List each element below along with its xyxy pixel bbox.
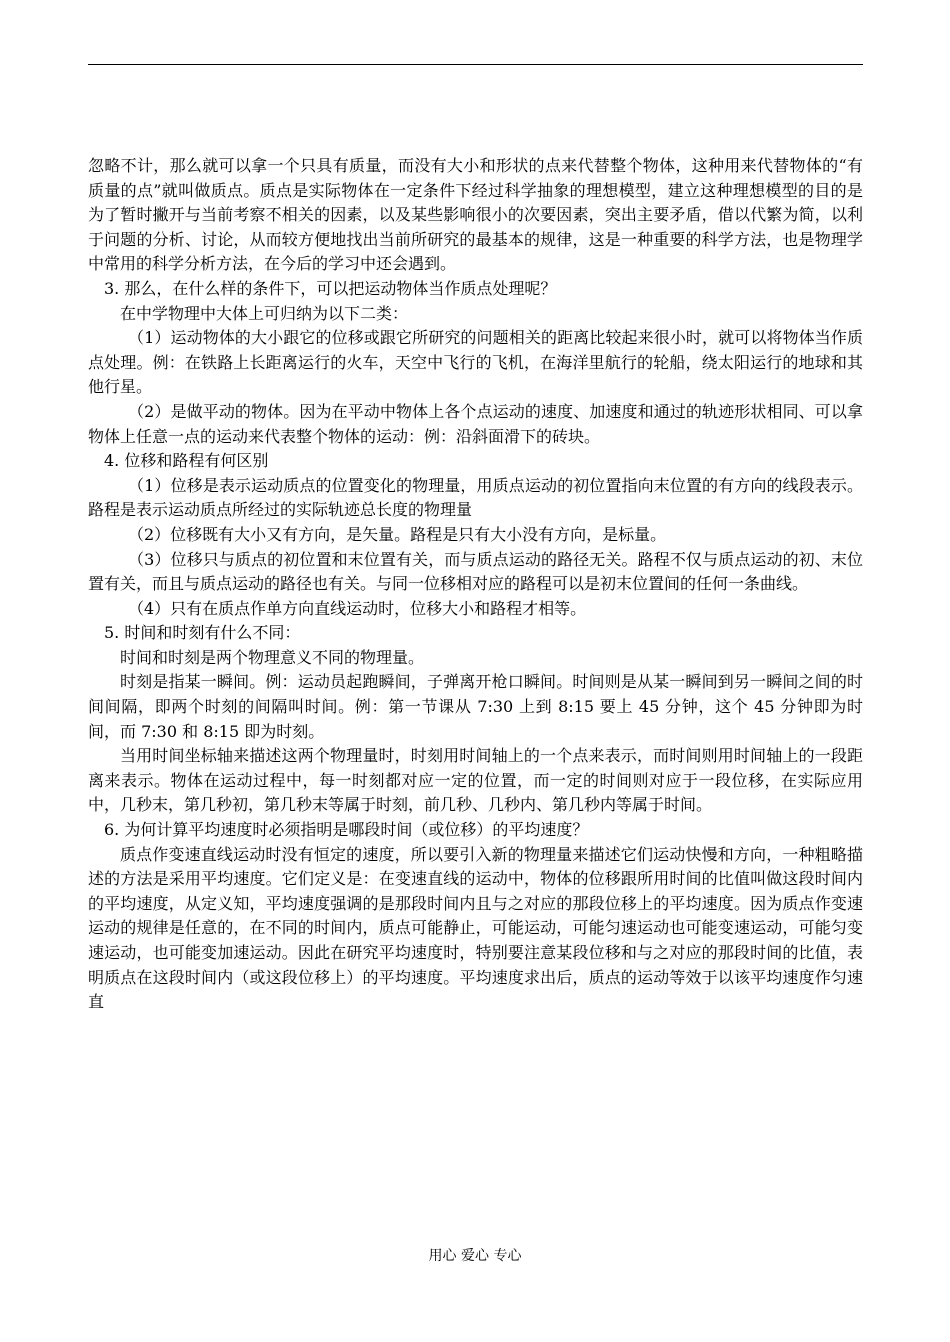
question-6-heading: 6. 为何计算平均速度时必须指明是哪段时间（或位移）的平均速度？ [104, 820, 589, 840]
question-4-heading: 4. 位移和路程有何区别 [104, 451, 269, 471]
question-3-item-2: （2）是做平动的物体。因为在平动中物体上各个点运动的速度、加速度和通过的轨迹形状相同、可以拿物体上任意一点的运动来代表整个物体的运动：例：沿斜面滑下的砖块。 [88, 401, 863, 446]
paragraph-continuation: 忽略不计，那么就可以拿一个只具有质量，而没有大小和形状的点来代替整个物体，这种用来代替物体的“有质量的点”就叫做质点。质点是实际物体在一定条件下经过科学抽象的理想模型，建立这种理想模型的目的是为了暂时撇开与当前考察不相关的因素，以及某些影响很小的次要因素，突出主要矛盾，借以代繁为简，以利于问题的分析、讨论，从而较方便地找出当前所研究的最基本的规律，这是一种重要的科学方法，也是物理学中常用的科学分析方法，在今后的学习中还会遇到。 [88, 156, 863, 274]
question-3-intro: 在中学物理中大体上可归纳为以下二类： [120, 303, 409, 323]
header-rule [88, 64, 863, 65]
page-footer: 用心 爱心 专心 [428, 1248, 522, 1264]
question-3-item-1: （1）运动物体的大小跟它的位移或跟它所研究的问题相关的距离比较起来很小时，就可以将物体当作质点处理。例：在铁路上长距离运行的火车，天空中飞行的飞机，在海洋里航行的轮船，绕太阳运行的地球和其他行星。 [88, 328, 863, 397]
question-4-item-4: （4）只有在质点作单方向直线运动时，位移大小和路程才相等。 [128, 598, 587, 618]
question-3-heading: 3. 那么，在什么样的条件下，可以把运动物体当作质点处理呢？ [104, 278, 557, 298]
question-6-body: 质点作变速直线运动时没有恒定的速度，所以要引入新的物理量来描述它们运动快慢和方向，一种粗略描述的方法是采用平均速度。它们定义是：在变速直线的运动中，物体的位移跟所用时间的比值叫做这段时间内的平均速度，从定义知，平均速度强调的是那段时间内且与之对应的那段位移上的平均速度。因为质点作变速运动的规律是任意的，在不同的时间内，质点可能静止，可能运动，可能匀速运动也可能变速运动，可能匀变速运动，也可能变加速运动。因此在研究平均速度时，特别要注意某段位移和与之对应的那段时间的比值，表明质点在这段时间内（或这段位移上）的平均速度。平均速度求出后，质点的运动等效于以该平均速度作匀速直 [88, 844, 863, 1012]
question-4-item-3: （3）位移只与质点的初位置和末位置有关，而与质点运动的路径无关。路程不仅与质点运动的初、末位置有关，而且与质点运动的路径也有关。与同一位移相对应的路程可以是初末位置间的任何一条曲线。 [88, 549, 863, 594]
question-5-moment-definition: 时刻是指某一瞬间。例：运动员起跑瞬间，子弹离开枪口瞬间。时间则是从某一瞬间到另一瞬间之间的时间间隔，即两个时刻的间隔叫时间。例：第一节课从 7:30 上到 8:15 要上 45 分钟，这个 45 分钟即为时间，而 7:30 和 8:15 即为时刻。 [88, 672, 863, 741]
question-5-heading: 5. 时间和时刻有什么不同： [104, 623, 301, 643]
document-body [88, 154, 863, 1015]
question-5-intro: 时间和时刻是两个物理意义不同的物理量。 [120, 647, 425, 667]
question-4-item-1: （1）位移是表示运动质点的位置变化的物理量，用质点运动的初位置指向末位置的有方向的线段表示。路程是表示运动质点所经过的实际轨迹总长度的物理量 [88, 475, 863, 520]
question-4-item-2: （2）位移既有大小又有方向，是矢量。路程是只有大小没有方向，是标量。 [128, 524, 667, 544]
question-5-time-axis: 当用时间坐标轴来描述这两个物理量时，时刻用时间轴上的一个点来表示，而时间则用时间轴上的一段距离来表示。物体在运动过程中，每一时刻都对应一定的位置，而一定的时间则对应于一段位移，在实际应用中，几秒末，第几秒初，第几秒末等属于时刻，前几秒、几秒内、第几秒内等属于时间。 [88, 746, 863, 815]
